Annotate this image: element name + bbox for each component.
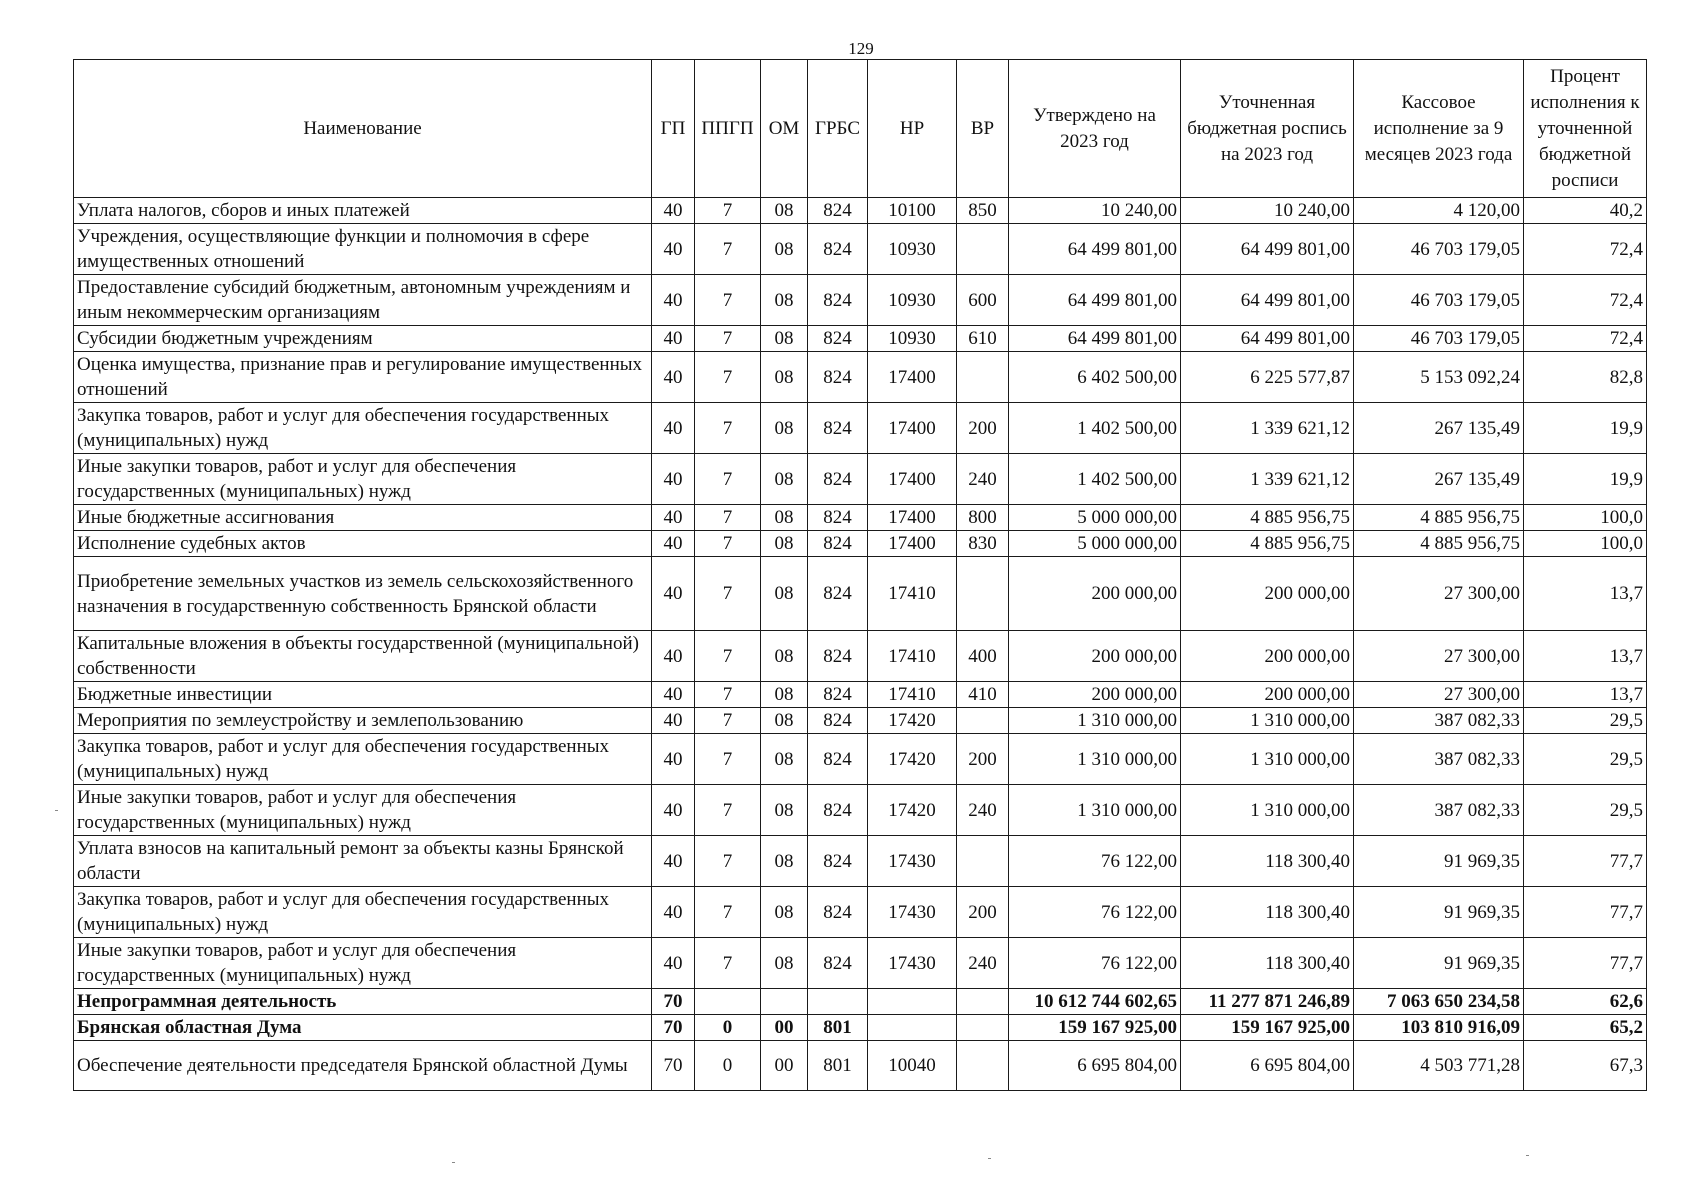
cell-refined: 64 499 801,00 bbox=[1181, 326, 1354, 352]
cell-vr bbox=[957, 352, 1009, 403]
cell-refined: 1 310 000,00 bbox=[1181, 785, 1354, 836]
cell-nr: 17410 bbox=[868, 682, 957, 708]
cell-approved: 1 402 500,00 bbox=[1009, 454, 1181, 505]
cell-cash: 91 969,35 bbox=[1354, 887, 1524, 938]
table-row bbox=[74, 631, 1647, 682]
cell-grbs: 824 bbox=[808, 631, 868, 682]
cell-grbs: 824 bbox=[808, 454, 868, 505]
cell-gp: 70 bbox=[652, 989, 695, 1015]
cell-nr: 17430 bbox=[868, 938, 957, 989]
cell-refined: 1 310 000,00 bbox=[1181, 708, 1354, 734]
scan-speck bbox=[55, 810, 58, 811]
cell-percent: 82,8 bbox=[1524, 352, 1647, 403]
cell-ppgp: 7 bbox=[695, 836, 761, 887]
cell-approved: 76 122,00 bbox=[1009, 938, 1181, 989]
cell-refined: 118 300,40 bbox=[1181, 938, 1354, 989]
cell-gp: 40 bbox=[652, 454, 695, 505]
cell-refined: 118 300,40 bbox=[1181, 836, 1354, 887]
cell-vr: 410 bbox=[957, 682, 1009, 708]
cell-gp: 40 bbox=[652, 326, 695, 352]
cell-approved: 64 499 801,00 bbox=[1009, 275, 1181, 326]
cell-nr: 17410 bbox=[868, 557, 957, 631]
table-row bbox=[74, 198, 1647, 224]
cell-nr: 10930 bbox=[868, 224, 957, 275]
header-cash: Кассовое исполнение за 9 месяцев 2023 года bbox=[1354, 60, 1524, 198]
cell-grbs: 824 bbox=[808, 734, 868, 785]
cell-nr: 17400 bbox=[868, 403, 957, 454]
cell-name: Исполнение судебных актов bbox=[74, 531, 652, 557]
cell-ppgp: 7 bbox=[695, 785, 761, 836]
header-row bbox=[74, 60, 1647, 198]
cell-name: Иные закупки товаров, работ и услуг для обеспечения государственных (муниципальных) нужд bbox=[74, 938, 652, 989]
cell-ppgp: 0 bbox=[695, 1041, 761, 1091]
cell-percent: 72,4 bbox=[1524, 326, 1647, 352]
cell-vr bbox=[957, 224, 1009, 275]
cell-ppgp: 7 bbox=[695, 708, 761, 734]
table-row bbox=[74, 734, 1647, 785]
cell-cash: 46 703 179,05 bbox=[1354, 224, 1524, 275]
cell-nr: 10100 bbox=[868, 198, 957, 224]
cell-vr bbox=[957, 989, 1009, 1015]
cell-refined: 4 885 956,75 bbox=[1181, 505, 1354, 531]
cell-cash: 27 300,00 bbox=[1354, 631, 1524, 682]
table-row bbox=[74, 682, 1647, 708]
cell-refined: 1 339 621,12 bbox=[1181, 403, 1354, 454]
cell-percent: 72,4 bbox=[1524, 224, 1647, 275]
cell-grbs: 824 bbox=[808, 785, 868, 836]
cell-om: 08 bbox=[761, 352, 808, 403]
cell-vr: 200 bbox=[957, 887, 1009, 938]
cell-percent: 77,7 bbox=[1524, 938, 1647, 989]
cell-gp: 40 bbox=[652, 938, 695, 989]
cell-refined: 1 310 000,00 bbox=[1181, 734, 1354, 785]
table-row bbox=[74, 505, 1647, 531]
table-body bbox=[74, 198, 1647, 1091]
cell-grbs: 824 bbox=[808, 275, 868, 326]
cell-gp: 40 bbox=[652, 631, 695, 682]
cell-cash: 91 969,35 bbox=[1354, 938, 1524, 989]
cell-ppgp: 7 bbox=[695, 531, 761, 557]
cell-vr: 200 bbox=[957, 734, 1009, 785]
cell-ppgp bbox=[695, 989, 761, 1015]
cell-om: 08 bbox=[761, 505, 808, 531]
cell-cash: 103 810 916,09 bbox=[1354, 1015, 1524, 1041]
header-om: ОМ bbox=[761, 60, 808, 198]
cell-vr bbox=[957, 1015, 1009, 1041]
cell-cash: 4 503 771,28 bbox=[1354, 1041, 1524, 1091]
cell-vr bbox=[957, 1041, 1009, 1091]
table-row bbox=[74, 785, 1647, 836]
cell-nr: 17430 bbox=[868, 836, 957, 887]
table-row bbox=[74, 938, 1647, 989]
cell-grbs: 824 bbox=[808, 352, 868, 403]
cell-vr bbox=[957, 557, 1009, 631]
table-row bbox=[74, 326, 1647, 352]
cell-cash: 267 135,49 bbox=[1354, 454, 1524, 505]
cell-gp: 40 bbox=[652, 557, 695, 631]
page-number: 129 bbox=[848, 39, 874, 58]
header-gp: ГП bbox=[652, 60, 695, 198]
cell-vr bbox=[957, 836, 1009, 887]
cell-grbs: 824 bbox=[808, 938, 868, 989]
table-row bbox=[74, 887, 1647, 938]
cell-approved: 10 240,00 bbox=[1009, 198, 1181, 224]
cell-vr: 830 bbox=[957, 531, 1009, 557]
cell-vr: 600 bbox=[957, 275, 1009, 326]
cell-grbs: 824 bbox=[808, 198, 868, 224]
cell-gp: 40 bbox=[652, 352, 695, 403]
cell-vr: 240 bbox=[957, 785, 1009, 836]
cell-name: Бюджетные инвестиции bbox=[74, 682, 652, 708]
cell-approved: 200 000,00 bbox=[1009, 557, 1181, 631]
cell-refined: 200 000,00 bbox=[1181, 682, 1354, 708]
cell-gp: 40 bbox=[652, 224, 695, 275]
cell-grbs: 824 bbox=[808, 403, 868, 454]
cell-refined: 1 339 621,12 bbox=[1181, 454, 1354, 505]
cell-nr bbox=[868, 1015, 957, 1041]
cell-vr: 850 bbox=[957, 198, 1009, 224]
cell-grbs: 824 bbox=[808, 887, 868, 938]
cell-name: Брянская областная Дума bbox=[74, 1015, 652, 1041]
cell-nr: 17420 bbox=[868, 708, 957, 734]
cell-percent: 13,7 bbox=[1524, 631, 1647, 682]
cell-ppgp: 7 bbox=[695, 275, 761, 326]
cell-ppgp: 7 bbox=[695, 198, 761, 224]
table-row bbox=[74, 224, 1647, 275]
cell-approved: 5 000 000,00 bbox=[1009, 505, 1181, 531]
header-refined: Уточненная бюджетная роспись на 2023 год bbox=[1181, 60, 1354, 198]
cell-refined: 64 499 801,00 bbox=[1181, 224, 1354, 275]
cell-percent: 62,6 bbox=[1524, 989, 1647, 1015]
cell-ppgp: 7 bbox=[695, 682, 761, 708]
cell-name: Иные бюджетные ассигнования bbox=[74, 505, 652, 531]
header-name: Наименование bbox=[74, 60, 652, 198]
cell-om: 08 bbox=[761, 785, 808, 836]
cell-grbs: 801 bbox=[808, 1015, 868, 1041]
cell-om: 08 bbox=[761, 275, 808, 326]
cell-vr: 240 bbox=[957, 454, 1009, 505]
cell-grbs: 824 bbox=[808, 224, 868, 275]
cell-name: Предоставление субсидий бюджетным, автономным учреждениям и иным некоммерческим организациям bbox=[74, 275, 652, 326]
cell-gp: 40 bbox=[652, 785, 695, 836]
cell-ppgp: 0 bbox=[695, 1015, 761, 1041]
header-vr: ВР bbox=[957, 60, 1009, 198]
table-row bbox=[74, 989, 1647, 1015]
cell-approved: 6 402 500,00 bbox=[1009, 352, 1181, 403]
cell-refined: 4 885 956,75 bbox=[1181, 531, 1354, 557]
cell-gp: 40 bbox=[652, 275, 695, 326]
cell-om: 08 bbox=[761, 734, 808, 785]
cell-nr: 17400 bbox=[868, 531, 957, 557]
cell-name: Капитальные вложения в объекты государственной (муниципальной) собственности bbox=[74, 631, 652, 682]
cell-percent: 65,2 bbox=[1524, 1015, 1647, 1041]
cell-nr: 17400 bbox=[868, 352, 957, 403]
table-row bbox=[74, 836, 1647, 887]
cell-cash: 4 120,00 bbox=[1354, 198, 1524, 224]
cell-name: Приобретение земельных участков из земель сельскохозяйственного назначения в государственную собственность Брянской области bbox=[74, 557, 652, 631]
cell-name: Мероприятия по землеустройству и землепользованию bbox=[74, 708, 652, 734]
table-row bbox=[74, 1041, 1647, 1091]
cell-ppgp: 7 bbox=[695, 454, 761, 505]
header-grbs: ГРБС bbox=[808, 60, 868, 198]
cell-grbs: 824 bbox=[808, 326, 868, 352]
cell-gp: 70 bbox=[652, 1015, 695, 1041]
cell-approved: 10 612 744 602,65 bbox=[1009, 989, 1181, 1015]
cell-name: Иные закупки товаров, работ и услуг для обеспечения государственных (муниципальных) нужд bbox=[74, 785, 652, 836]
table-row bbox=[74, 1015, 1647, 1041]
cell-name: Непрограммная деятельность bbox=[74, 989, 652, 1015]
cell-grbs: 824 bbox=[808, 505, 868, 531]
cell-name: Закупка товаров, работ и услуг для обеспечения государственных (муниципальных) нужд bbox=[74, 403, 652, 454]
cell-cash: 27 300,00 bbox=[1354, 557, 1524, 631]
cell-vr: 400 bbox=[957, 631, 1009, 682]
cell-name: Уплата взносов на капитальный ремонт за объекты казны Брянской области bbox=[74, 836, 652, 887]
cell-name: Закупка товаров, работ и услуг для обеспечения государственных (муниципальных) нужд bbox=[74, 734, 652, 785]
cell-cash: 5 153 092,24 bbox=[1354, 352, 1524, 403]
cell-cash: 91 969,35 bbox=[1354, 836, 1524, 887]
cell-ppgp: 7 bbox=[695, 326, 761, 352]
cell-name: Субсидии бюджетным учреждениям bbox=[74, 326, 652, 352]
cell-approved: 64 499 801,00 bbox=[1009, 326, 1181, 352]
cell-name: Закупка товаров, работ и услуг для обеспечения государственных (муниципальных) нужд bbox=[74, 887, 652, 938]
cell-nr: 17420 bbox=[868, 785, 957, 836]
table-row bbox=[74, 352, 1647, 403]
cell-vr: 240 bbox=[957, 938, 1009, 989]
cell-refined: 118 300,40 bbox=[1181, 887, 1354, 938]
cell-gp: 40 bbox=[652, 708, 695, 734]
cell-ppgp: 7 bbox=[695, 938, 761, 989]
cell-cash: 7 063 650 234,58 bbox=[1354, 989, 1524, 1015]
cell-grbs: 824 bbox=[808, 531, 868, 557]
cell-name: Уплата налогов, сборов и иных платежей bbox=[74, 198, 652, 224]
cell-percent: 29,5 bbox=[1524, 708, 1647, 734]
cell-nr: 10930 bbox=[868, 275, 957, 326]
table-row bbox=[74, 454, 1647, 505]
cell-grbs bbox=[808, 989, 868, 1015]
cell-nr: 10930 bbox=[868, 326, 957, 352]
cell-om: 08 bbox=[761, 557, 808, 631]
header-ppgp: ППГП bbox=[695, 60, 761, 198]
budget-table bbox=[73, 59, 1647, 1091]
cell-om: 08 bbox=[761, 224, 808, 275]
cell-approved: 5 000 000,00 bbox=[1009, 531, 1181, 557]
cell-refined: 6 695 804,00 bbox=[1181, 1041, 1354, 1091]
cell-refined: 6 225 577,87 bbox=[1181, 352, 1354, 403]
cell-approved: 6 695 804,00 bbox=[1009, 1041, 1181, 1091]
cell-om: 00 bbox=[761, 1041, 808, 1091]
cell-percent: 77,7 bbox=[1524, 836, 1647, 887]
cell-nr: 17400 bbox=[868, 505, 957, 531]
cell-om: 08 bbox=[761, 836, 808, 887]
cell-approved: 1 310 000,00 bbox=[1009, 734, 1181, 785]
table-row bbox=[74, 557, 1647, 631]
cell-nr: 17420 bbox=[868, 734, 957, 785]
cell-om: 08 bbox=[761, 682, 808, 708]
cell-gp: 40 bbox=[652, 531, 695, 557]
cell-ppgp: 7 bbox=[695, 403, 761, 454]
cell-percent: 100,0 bbox=[1524, 505, 1647, 531]
cell-gp: 40 bbox=[652, 403, 695, 454]
cell-percent: 100,0 bbox=[1524, 531, 1647, 557]
cell-ppgp: 7 bbox=[695, 224, 761, 275]
cell-percent: 29,5 bbox=[1524, 734, 1647, 785]
cell-nr bbox=[868, 989, 957, 1015]
cell-cash: 387 082,33 bbox=[1354, 708, 1524, 734]
cell-approved: 1 310 000,00 bbox=[1009, 785, 1181, 836]
cell-percent: 13,7 bbox=[1524, 682, 1647, 708]
cell-cash: 27 300,00 bbox=[1354, 682, 1524, 708]
cell-grbs: 824 bbox=[808, 557, 868, 631]
cell-refined: 10 240,00 bbox=[1181, 198, 1354, 224]
cell-cash: 267 135,49 bbox=[1354, 403, 1524, 454]
header-nr: НР bbox=[868, 60, 957, 198]
cell-grbs: 824 bbox=[808, 836, 868, 887]
cell-percent: 40,2 bbox=[1524, 198, 1647, 224]
cell-om: 08 bbox=[761, 454, 808, 505]
cell-gp: 40 bbox=[652, 836, 695, 887]
header-percent: Процент исполнения к уточненной бюджетной росписи bbox=[1524, 60, 1647, 198]
cell-ppgp: 7 bbox=[695, 887, 761, 938]
cell-grbs: 824 bbox=[808, 682, 868, 708]
cell-om: 08 bbox=[761, 531, 808, 557]
scan-speck bbox=[988, 1158, 991, 1159]
cell-approved: 1 402 500,00 bbox=[1009, 403, 1181, 454]
cell-gp: 40 bbox=[652, 887, 695, 938]
cell-refined: 200 000,00 bbox=[1181, 557, 1354, 631]
cell-refined: 200 000,00 bbox=[1181, 631, 1354, 682]
cell-cash: 387 082,33 bbox=[1354, 734, 1524, 785]
cell-om: 08 bbox=[761, 198, 808, 224]
cell-percent: 77,7 bbox=[1524, 887, 1647, 938]
table-row bbox=[74, 708, 1647, 734]
cell-ppgp: 7 bbox=[695, 505, 761, 531]
cell-cash: 4 885 956,75 bbox=[1354, 531, 1524, 557]
cell-refined: 64 499 801,00 bbox=[1181, 275, 1354, 326]
cell-cash: 4 885 956,75 bbox=[1354, 505, 1524, 531]
cell-gp: 40 bbox=[652, 734, 695, 785]
cell-om bbox=[761, 989, 808, 1015]
cell-vr bbox=[957, 708, 1009, 734]
cell-percent: 72,4 bbox=[1524, 275, 1647, 326]
cell-name: Обеспечение деятельности председателя Брянской областной Думы bbox=[74, 1041, 652, 1091]
cell-om: 08 bbox=[761, 938, 808, 989]
cell-vr: 610 bbox=[957, 326, 1009, 352]
cell-cash: 387 082,33 bbox=[1354, 785, 1524, 836]
cell-om: 08 bbox=[761, 887, 808, 938]
cell-nr: 17410 bbox=[868, 631, 957, 682]
cell-name: Иные закупки товаров, работ и услуг для обеспечения государственных (муниципальных) нужд bbox=[74, 454, 652, 505]
cell-name: Учреждения, осуществляющие функции и полномочия в сфере имущественных отношений bbox=[74, 224, 652, 275]
cell-approved: 76 122,00 bbox=[1009, 887, 1181, 938]
cell-om: 00 bbox=[761, 1015, 808, 1041]
cell-approved: 76 122,00 bbox=[1009, 836, 1181, 887]
cell-percent: 13,7 bbox=[1524, 557, 1647, 631]
cell-gp: 40 bbox=[652, 505, 695, 531]
header-approved: Утверждено на 2023 год bbox=[1009, 60, 1181, 198]
table-row bbox=[74, 531, 1647, 557]
cell-name: Оценка имущества, признание прав и регулирование имущественных отношений bbox=[74, 352, 652, 403]
cell-approved: 200 000,00 bbox=[1009, 631, 1181, 682]
cell-approved: 159 167 925,00 bbox=[1009, 1015, 1181, 1041]
cell-refined: 159 167 925,00 bbox=[1181, 1015, 1354, 1041]
cell-percent: 29,5 bbox=[1524, 785, 1647, 836]
cell-approved: 1 310 000,00 bbox=[1009, 708, 1181, 734]
cell-percent: 19,9 bbox=[1524, 454, 1647, 505]
cell-gp: 40 bbox=[652, 682, 695, 708]
cell-grbs: 824 bbox=[808, 708, 868, 734]
table-row bbox=[74, 275, 1647, 326]
cell-percent: 67,3 bbox=[1524, 1041, 1647, 1091]
cell-gp: 70 bbox=[652, 1041, 695, 1091]
cell-cash: 46 703 179,05 bbox=[1354, 275, 1524, 326]
cell-ppgp: 7 bbox=[695, 352, 761, 403]
cell-gp: 40 bbox=[652, 198, 695, 224]
cell-nr: 17400 bbox=[868, 454, 957, 505]
cell-approved: 200 000,00 bbox=[1009, 682, 1181, 708]
cell-percent: 19,9 bbox=[1524, 403, 1647, 454]
cell-vr: 800 bbox=[957, 505, 1009, 531]
cell-nr: 10040 bbox=[868, 1041, 957, 1091]
cell-grbs: 801 bbox=[808, 1041, 868, 1091]
cell-om: 08 bbox=[761, 631, 808, 682]
scan-speck bbox=[452, 1162, 455, 1163]
cell-om: 08 bbox=[761, 708, 808, 734]
cell-approved: 64 499 801,00 bbox=[1009, 224, 1181, 275]
cell-om: 08 bbox=[761, 403, 808, 454]
cell-nr: 17430 bbox=[868, 887, 957, 938]
cell-ppgp: 7 bbox=[695, 631, 761, 682]
cell-cash: 46 703 179,05 bbox=[1354, 326, 1524, 352]
cell-vr: 200 bbox=[957, 403, 1009, 454]
scan-speck bbox=[1526, 1155, 1529, 1156]
cell-refined: 11 277 871 246,89 bbox=[1181, 989, 1354, 1015]
cell-ppgp: 7 bbox=[695, 734, 761, 785]
cell-ppgp: 7 bbox=[695, 557, 761, 631]
table-row bbox=[74, 403, 1647, 454]
cell-om: 08 bbox=[761, 326, 808, 352]
